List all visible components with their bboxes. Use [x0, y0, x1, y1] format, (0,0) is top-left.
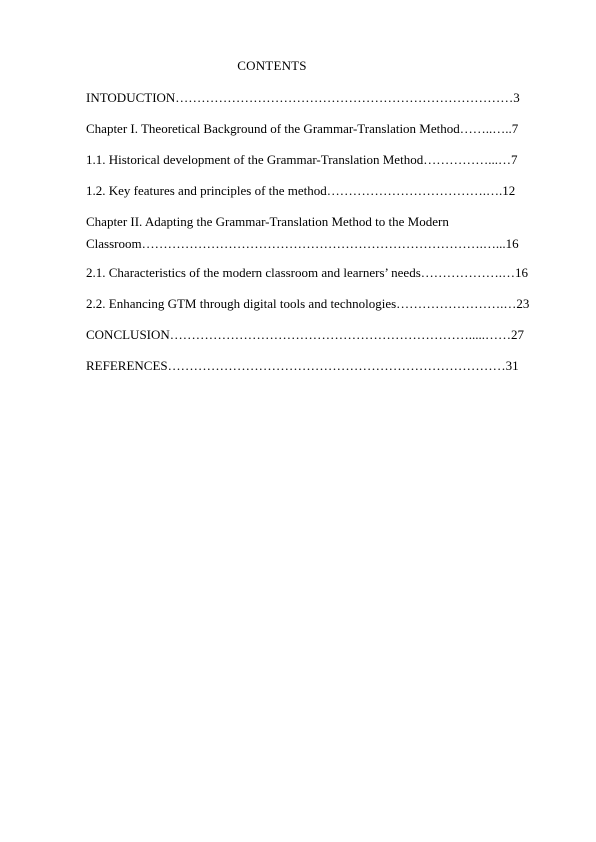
toc-entry-chapter-2-line1: Chapter II. Adapting the Grammar-Translation Method to the Modern [86, 214, 449, 229]
toc-entry-chapter-2 [86, 213, 555, 252]
toc-entry-section-2-1: 2.1. Characteristics of the modern classroom and learners’ needs……………….…16 [86, 265, 528, 280]
toc-entry-section-1-2: 1.2. Key features and principles of the method……………………………….….12 [86, 183, 516, 198]
toc-entry-introduction: INTODUCTION……………………………………………………………………3 [86, 90, 520, 105]
toc-entry-chapter-2-line2: Classroom…………………………………………………………………….…...16 [86, 236, 519, 251]
page-title: CONTENTS [237, 58, 307, 73]
toc-entry-chapter-1: Chapter I. Theoretical Background of the Grammar-Translation Method……..…..7 [86, 121, 519, 136]
toc-entry-references: REFERENCES……………………………………………………………………31 [86, 358, 519, 373]
toc-entry-section-2-2: 2.2. Enhancing GTM through digital tools and technologies…………………….…23 [86, 296, 530, 311]
table-of-contents [86, 89, 555, 388]
toc-entry-conclusion: CONCLUSION…………………………………………………………….....……27 [86, 327, 525, 342]
toc-entry-section-1-1: 1.1. Historical development of the Grammar-Translation Method……………...…7 [86, 152, 518, 167]
